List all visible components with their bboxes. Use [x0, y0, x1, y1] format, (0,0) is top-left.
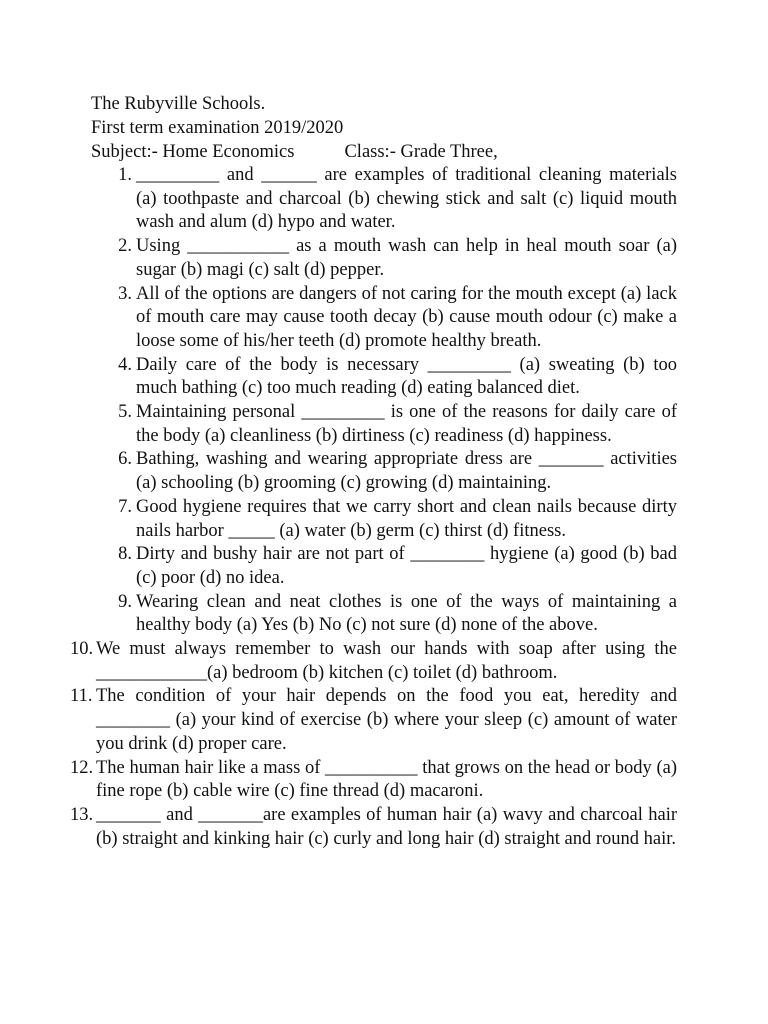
exam-header: [91, 92, 691, 164]
question-item: [0, 685, 768, 756]
question-number: 4.: [118, 354, 132, 375]
question-text: Daily care of the body is necessary _________ (a) sweating (b) too much bathing (c) too much reading (d) eating balanced diet.: [136, 354, 677, 399]
question-text: Using ___________ as a mouth wash can help in heal mouth soar (a) sugar (b) magi (c) salt (d) pepper.: [136, 236, 677, 280]
subject-class-line: [91, 140, 691, 164]
question-number: 10.: [70, 639, 94, 660]
exam-title: First term examination 2019/2020: [91, 118, 344, 138]
question-number: 3.: [118, 283, 132, 304]
question-number: 5.: [118, 402, 132, 423]
question-item: [0, 283, 768, 354]
question-text: We must always remember to wash our hands with soap after using the ____________(a) bedroom (b) kitchen (c) toilet (d) bathroom.: [96, 639, 677, 683]
subject-label: Subject:- Home Economics: [91, 142, 295, 162]
question-item: [0, 235, 768, 282]
question-text: All of the options are dangers of not caring for the mouth except (a) lack of mouth care may cause tooth decay (b) cause mouth odour (c) make a loose some of his/her teeth (d) promote healthy breath.: [136, 283, 677, 351]
class-label: Class:- Grade Three,: [344, 142, 498, 162]
question-text: _______ and _______are examples of human hair (a) wavy and charcoal hair (b) straight and kinking hair (c) curly and long hair (d) straight and round hair.: [96, 804, 677, 849]
question-number: 7.: [118, 496, 132, 517]
question-item: [0, 804, 768, 851]
question-item: [0, 354, 768, 401]
question-number: 8.: [118, 544, 132, 565]
question-number: 12.: [70, 757, 94, 778]
question-text: Good hygiene requires that we carry short and clean nails because dirty nails harbor _____ (a) water (b) germ (c) thirst (d) fitness.: [136, 496, 677, 541]
question-text: Dirty and bushy hair are not part of ________ hygiene (a) good (b) bad (c) poor (d) no idea.: [136, 544, 677, 588]
question-item: [0, 638, 768, 685]
question-number: 1.: [118, 165, 132, 185]
question-item: [0, 401, 768, 448]
question-list: [0, 164, 768, 851]
question-item: [0, 757, 768, 804]
question-number: 6.: [118, 449, 132, 470]
question-number: 13.: [70, 804, 94, 825]
question-text: _________ and ______ are examples of traditional cleaning materials (a) toothpaste and charcoal (b) chewing stick and salt (c) liquid mouth wash and alum (d) hypo and water.: [136, 165, 677, 233]
question-number: 9.: [118, 591, 132, 612]
question-text: The human hair like a mass of __________ that grows on the head or body (a) fine rope (b) cable wire (c) fine thread (d) macaroni.: [96, 757, 677, 802]
question-item: [0, 164, 768, 235]
question-text: Bathing, washing and wearing appropriate dress are _______ activities (a) schooling (b) grooming (c) growing (d) maintaining.: [136, 449, 677, 494]
school-name: The Rubyville Schools.: [91, 94, 266, 114]
question-number: 11.: [70, 686, 93, 707]
question-item: [0, 591, 768, 638]
question-item: [0, 496, 768, 543]
question-text: The condition of your hair depends on the food you eat, heredity and ________ (a) your kind of exercise (b) where your sleep (c) amount of water you drink (d) proper care.: [96, 686, 677, 754]
question-text: Wearing clean and neat clothes is one of the ways of maintaining a healthy body (a) Yes (b) No (c) not sure (d) none of the above.: [136, 591, 677, 636]
question-number: 2.: [118, 236, 132, 257]
question-item: [0, 543, 768, 590]
question-item: [0, 448, 768, 495]
question-text: Maintaining personal _________ is one of the reasons for daily care of the body (a) cleanliness (b) dirtiness (c) readiness (d) happiness.: [136, 402, 677, 446]
